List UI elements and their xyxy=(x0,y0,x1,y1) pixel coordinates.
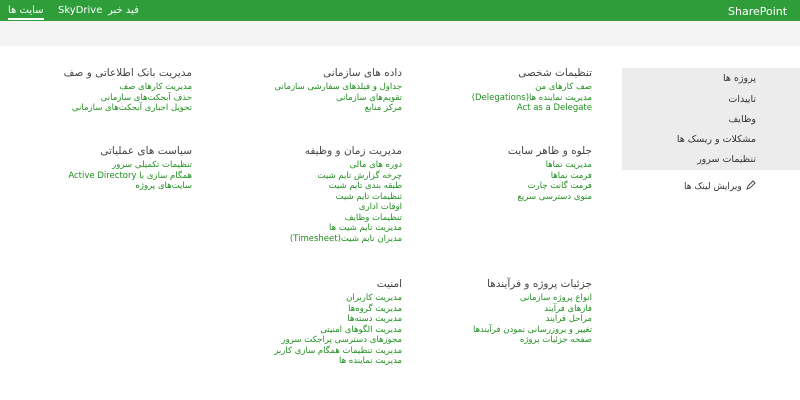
link-project-detail-pages[interactable]: صفحه جزئیات پروژه xyxy=(519,335,592,345)
section-pwa-details xyxy=(473,278,592,346)
link-fiscal-periods[interactable]: دوره های مالی xyxy=(349,160,402,170)
link-delete-enterprise-objects[interactable]: حذف آبجکت‌های سازمانی xyxy=(100,92,192,103)
section-security xyxy=(274,278,402,367)
section-title: جزئیات پروژه و فرآیندها xyxy=(487,278,592,290)
newsfeed-link[interactable]: فید خبر xyxy=(108,5,139,16)
link-task-settings[interactable]: تنظیمات وظایف xyxy=(344,212,402,223)
edit-links-link[interactable]: ویرایش لینک ها xyxy=(684,182,742,192)
section-enterprise-data xyxy=(274,67,402,114)
section-title: تنظیمات شخصی xyxy=(518,67,592,79)
link-manage-timesheets[interactable]: مدیریت تایم شیت ها xyxy=(329,223,402,233)
nav-item-server-settings[interactable]: تنظیمات سرور xyxy=(697,154,756,165)
section-title: امنیت xyxy=(376,278,402,290)
link-my-queued-jobs[interactable]: صف کارهای من xyxy=(535,82,592,92)
link-user-sync-settings[interactable]: مدیریت تنظیمات همگام سازی کاربر xyxy=(274,345,402,356)
skydrive-link[interactable]: SkyDrive xyxy=(58,5,103,16)
sites-link[interactable]: سایت ها xyxy=(8,5,44,20)
link-gantt-chart-formats[interactable]: فرمت گانت چارت xyxy=(527,181,592,191)
link-security-templates[interactable]: مدیریت الگوهای امنیتی xyxy=(320,324,402,335)
link-quick-launch[interactable]: منوی دسترسی سریع xyxy=(517,191,592,202)
nav-item-approvals[interactable]: تاییدات xyxy=(728,94,756,105)
section-operational-policies xyxy=(68,145,192,192)
link-manage-delegates[interactable]: مدیریت نماینده ها(Delegations) xyxy=(471,92,592,103)
pencil-icon[interactable] xyxy=(746,180,756,190)
link-additional-server-settings[interactable]: تنظیمات تکمیلی سرور xyxy=(112,160,192,170)
link-enterprise-project-types[interactable]: انواع پروژه سازمانی xyxy=(519,293,592,303)
link-active-directory-sync[interactable]: همگام سازی با Active Directory xyxy=(68,170,192,181)
section-title: مدیریت بانک اطلاعاتی و صف xyxy=(63,67,192,79)
link-manage-users[interactable]: مدیریت کاربران xyxy=(346,293,402,303)
link-act-as-delegate[interactable]: Act as a Delegate xyxy=(516,103,592,113)
link-time-reporting-periods[interactable]: چرخه گزارش تایم شیت xyxy=(317,170,402,181)
nav-item-tasks[interactable]: وظایف xyxy=(728,114,756,125)
link-force-check-in[interactable]: تحویل اجباری آبجکت‌های سازمانی xyxy=(71,103,192,113)
quick-launch xyxy=(622,68,800,170)
sharepoint-brand[interactable]: SharePoint xyxy=(728,5,788,18)
link-change-restart-workflows[interactable]: تغییر و بروزرسانی نمودن فرآیندها xyxy=(472,324,592,335)
link-enterprise-calendars[interactable]: تقویم‌های سازمانی xyxy=(336,92,402,103)
link-manage-delegates-admin[interactable]: مدیریت نماینده ها xyxy=(339,356,402,366)
section-personal-settings xyxy=(472,67,592,114)
link-workflow-phases[interactable]: فازهای فرآیند xyxy=(544,303,592,314)
nav-item-projects[interactable]: پروژه ها xyxy=(723,73,756,84)
link-timesheet-settings[interactable]: تنظیمات تایم شیت xyxy=(335,191,402,202)
section-title: جلوه و ظاهر سایت xyxy=(507,145,592,157)
section-title: داده های سازمانی xyxy=(323,67,402,79)
link-manage-categories[interactable]: مدیریت دسته‌ها xyxy=(347,314,402,324)
link-pwa-permissions[interactable]: مجوزهای دسترسی پراجکت سرور xyxy=(281,335,402,345)
ribbon-bar xyxy=(0,21,800,46)
link-workflow-stages[interactable]: مراحل فرایند xyxy=(545,314,592,324)
link-resource-center[interactable]: مرکز منابع xyxy=(364,103,402,113)
nav-item-issues-risks[interactable]: مشکلات و ریسک ها xyxy=(676,134,756,145)
link-timesheet-managers[interactable]: مدیران تایم شیت(Timesheet) xyxy=(289,233,402,244)
section-title: سیاست های عملیاتی xyxy=(100,145,192,157)
link-line-classifications[interactable]: طبقه بندی تایم شیت xyxy=(328,181,402,191)
section-look-and-feel xyxy=(508,145,592,202)
link-custom-fields[interactable]: جداول و فیلدهای سفارشی سازمانی xyxy=(274,82,402,92)
link-manage-views[interactable]: مدیریت نماها xyxy=(545,160,592,170)
link-project-sites[interactable]: سایت‌های پروژه xyxy=(135,181,192,191)
link-grouping-formats[interactable]: فرمت نماها xyxy=(550,170,592,181)
link-manage-groups[interactable]: مدیریت گروه‌ها xyxy=(348,303,402,314)
section-queue-and-database xyxy=(64,67,192,114)
suite-bar xyxy=(0,0,800,21)
link-manage-queue-jobs[interactable]: مدیریت کارهای صف xyxy=(119,82,192,92)
section-title: مدیریت زمان و وظیفه xyxy=(304,145,402,157)
link-administrative-time[interactable]: اوقات اداری xyxy=(358,202,402,212)
section-time-and-task xyxy=(290,145,402,244)
